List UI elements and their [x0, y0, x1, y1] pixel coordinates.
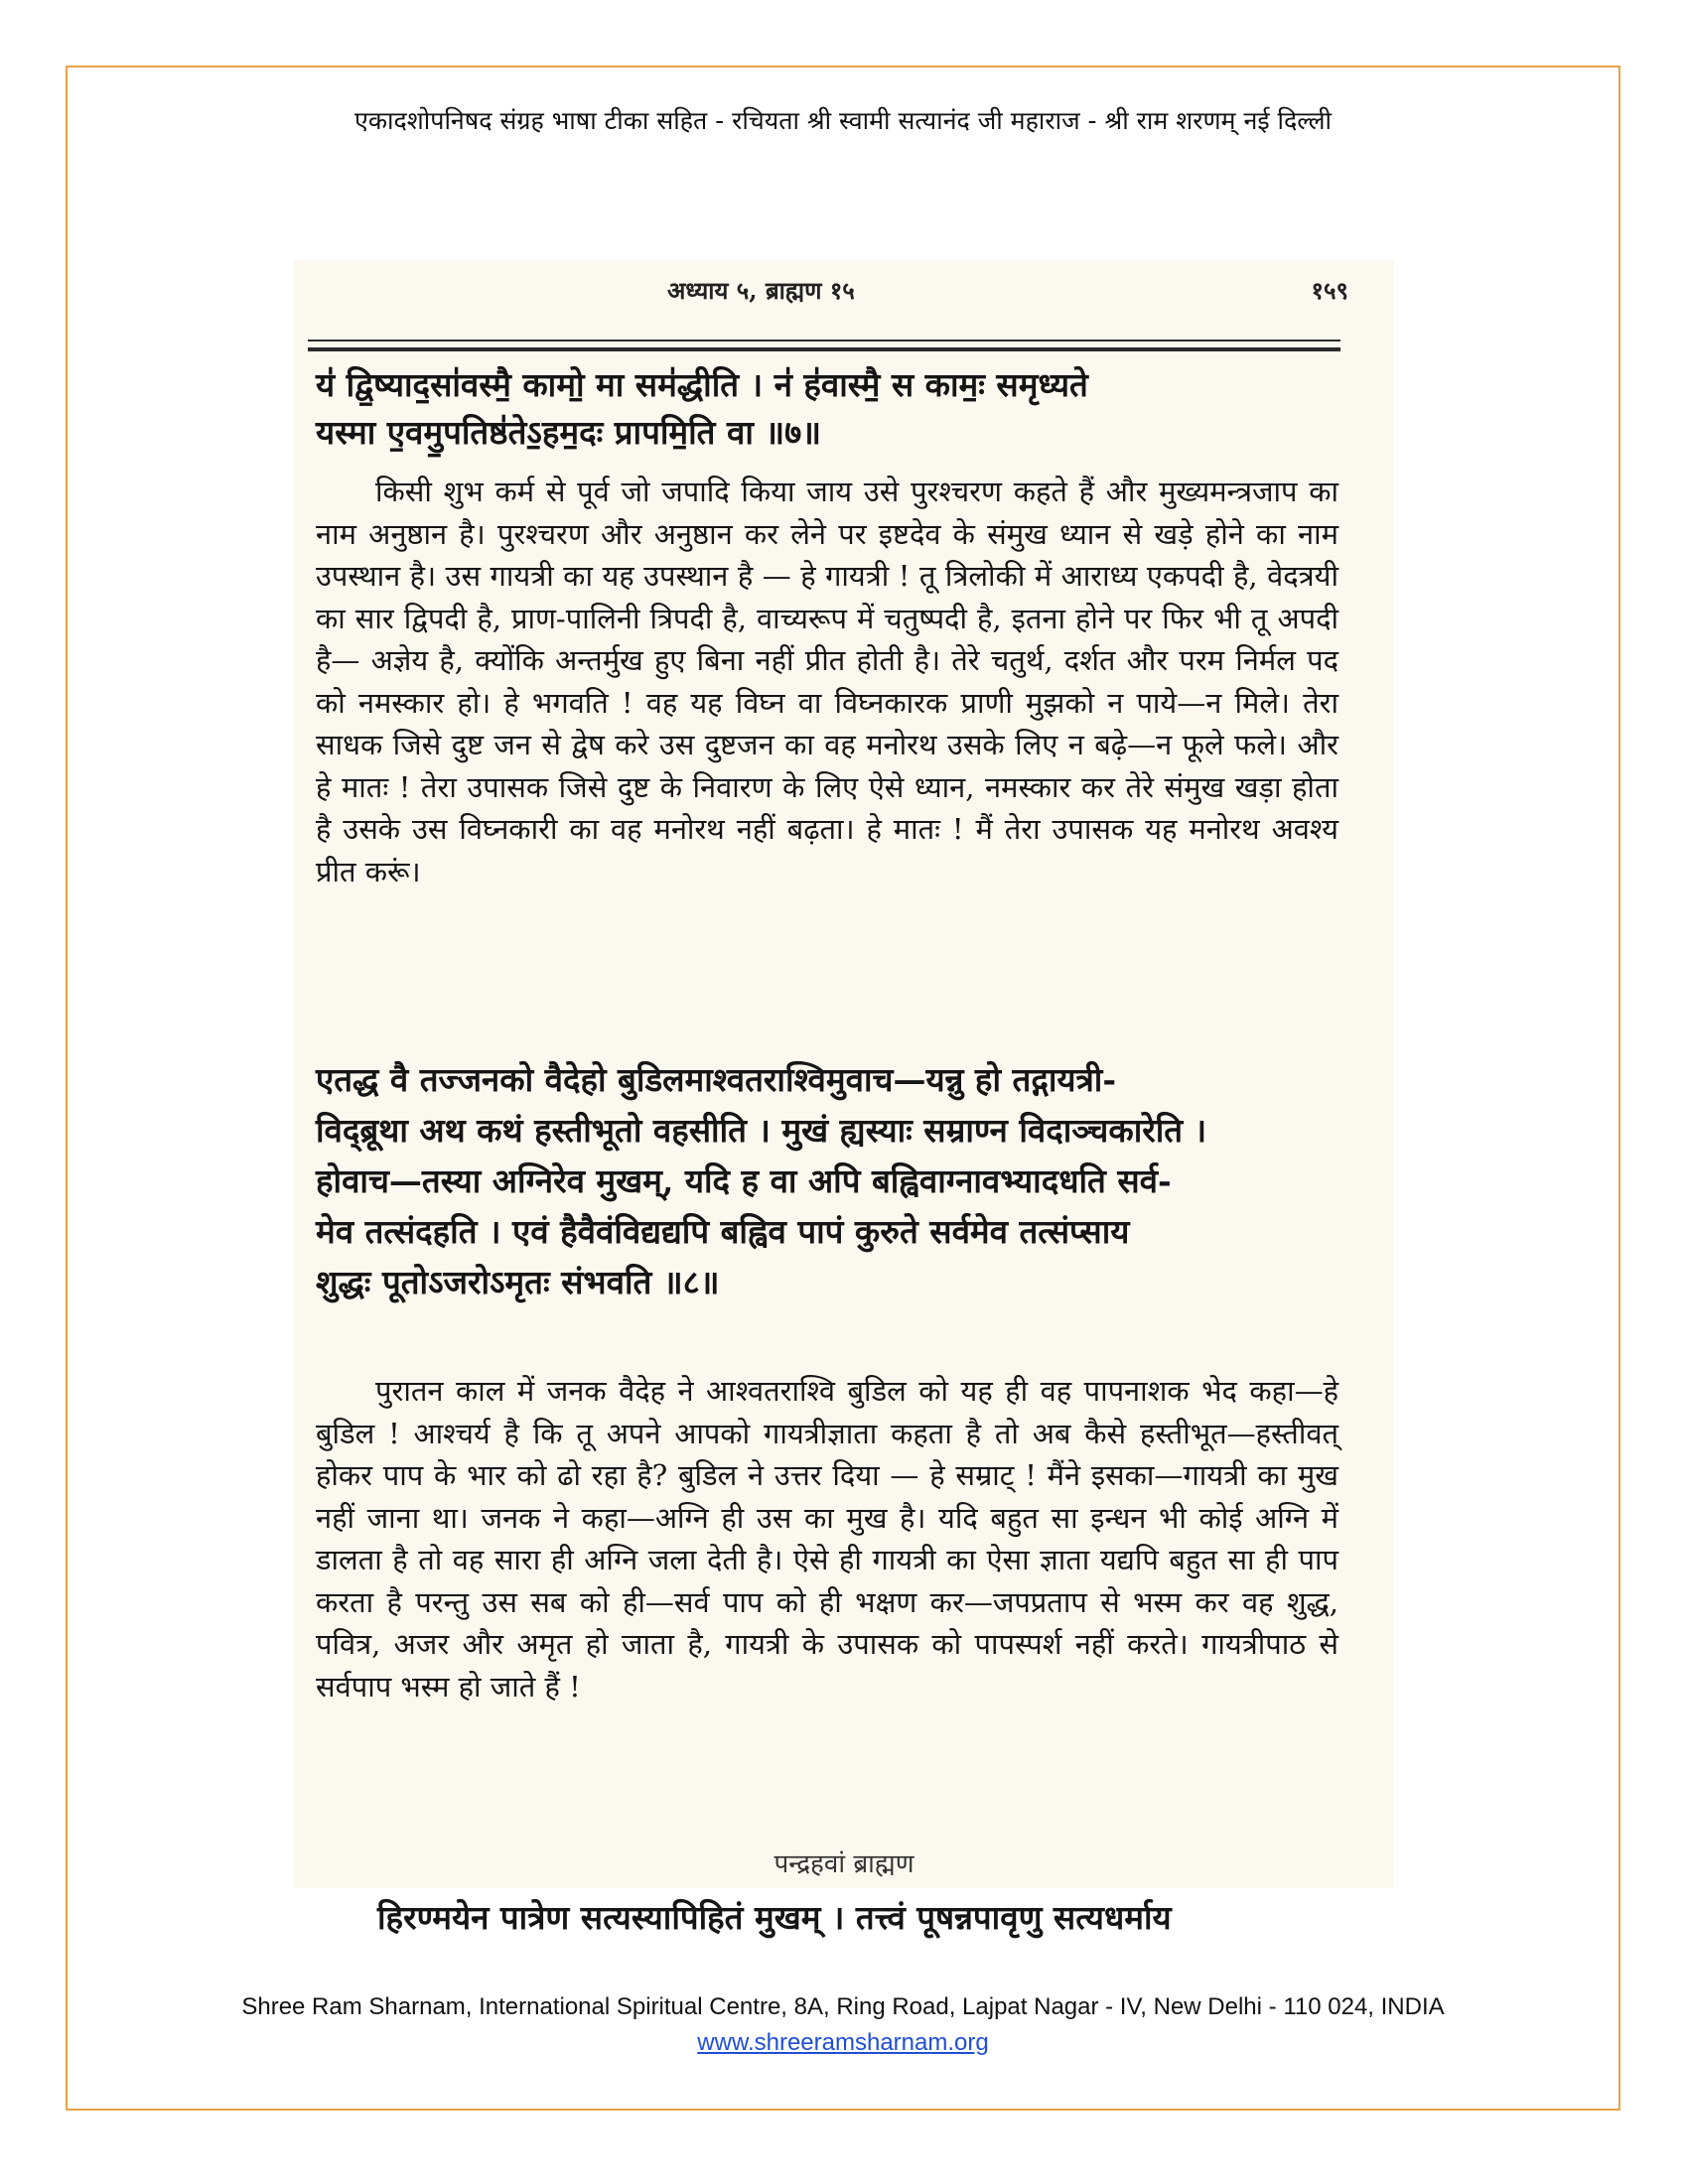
mantra-7-line-2: यस्मा ए॒वमु॒पतिष्ठ॑तेऽ॒हम॒दः प्रापमि॒ति वा ॥७॥ — [316, 413, 822, 452]
running-head-title: अध्याय ५, ब्राह्मण १५ — [667, 276, 855, 305]
mantra-next-line: हिरण्मयेन पात्रेण सत्यस्यापिहितं मुखम् । तत्त्वं पूषन्नपावृणु सत्यधर्माय — [377, 1898, 1172, 1937]
header-rule-thin — [308, 340, 1340, 341]
website-link[interactable]: www.shreeramsharnam.org — [697, 2029, 989, 2056]
commentary-7-text: किसी शुभ कर्म से पूर्व जो जपादि किया जाय उसे पुरश्चरण कहते हैं और मुख्यमन्त्रजाप का नाम अनुष्ठान है। पुरश्चरण और अनुष्ठान कर लेने पर इष्टदेव के संमुख ध्यान से खड़े होने का नाम उपस्थान है। उस गायत्री का यह उपस्थान है — हे गायत्री ! तू त्रिलोकी में आराध्य एकपदी है, वेदत्रयी का सार द्विपदी है, प्राण-पालिनी त्रिपदी है, वाच्यरूप में चतुष्पदी है, इतना होने पर फिर भी तू अपदी है— अज्ञेय है, क्योंकि अन्तर्मुख हुए बिना नहीं प्रीत होती है। तेरे चतुर्थ, दर्शत और परम निर्मल पद को नमस्कार हो। हे भगवति ! वह यह विघ्न वा विघ्नकारक प्राणी मुझको न पाये—न मिले। तेरा साधक जिसे दुष्ट जन से द्वेष करे उस दुष्टजन का वह मनोरथ उसके लिए न बढ़े—न फूले फले। और हे मातः ! तेरा उपासक जिसे दुष्ट के निवारण के लिए ऐसे ध्यान, नमस्कार कर तेरे संमुख खड़ा होता है उसके उस विघ्नकारी का वह मनोरथ नहीं बढ़ता। हे मातः ! मैं तेरा उपासक यह मनोरथ अवश्य प्रीत करूं। — [316, 475, 1338, 888]
commentary-7 — [316, 471, 1338, 892]
mantra-8-line-1: एतद्ध वै तज्जनको वैदेहो बुडिलमाश्वतराश्विमुवाच—यन्नु हो तद्गायत्री- — [316, 1060, 1117, 1099]
mantra-8-line-2: विद्ब्रूथा अथ कथं हस्तीभूतो वहसीति । मुखं ह्यस्याः सम्राण्न विदाञ्चकारेति । — [316, 1111, 1207, 1150]
commentary-8 — [316, 1370, 1338, 1707]
header-rule-thick — [308, 347, 1340, 351]
mantra-8-line-3: होवाच—तस्या अग्निरेव मुखम्, यदि ह वा अपि बह्विवाग्नावभ्यादधति सर्व- — [316, 1161, 1172, 1200]
commentary-8-text: पुरातन काल में जनक वैदेह ने आश्वतराश्वि बुडिल को यह ही वह पापनाशक भेद कहा—हे बुडिल ! आश्चर्य है कि तू अपने आपको गायत्रीज्ञाता कहता है तो अब कैसे हस्तीभूत—हस्तीवत् होकर पाप के भार को ढो रहा है? बुडिल ने उत्तर दिया — हे सम्राट् ! मैंने इसका—गायत्री का मुख नहीं जाना था। जनक ने कहा—अग्नि ही उस का मुख है। यदि बहुत सा इन्धन भी कोई अग्नि में डालता है तो वह सारा ही अग्नि जला देती है। ऐसे ही गायत्री का ऐसा ज्ञाता यद्यपि बहुत सा ही पाप करता है परन्तु उस सब को ही—सर्व पाप को ही भक्षण कर—जपप्रताप से भस्म कर वह शुद्ध, पवित्र, अजर और अमृत हो जाता है, गायत्री के उपासक को पापस्पर्श नहीं करते। गायत्रीपाठ से सर्वपाप भस्म हो जाते हैं ! — [316, 1374, 1338, 1704]
footer-address: Shree Ram Sharnam, International Spiritual Centre, 8A, Ring Road, Lajpat Nagar - IV, New Delhi - 110 024, INDIA — [241, 1993, 1445, 2020]
footer-link-row — [66, 2029, 1620, 2057]
mantra-8-line-5: शुद्धः पूतोऽजरोऽमृतः संभवति ॥८॥ — [316, 1263, 720, 1301]
mantra-7-line-1: य॑ द्वि॒ष्याद॒सा॑वस्मै॒ कामो॒ मा सम॑द्धीति । न॑ ह॑वास्मै॒ स कामः॒ समृध्यते — [316, 365, 1088, 404]
mantra-next — [377, 1894, 1331, 1942]
running-head — [369, 274, 1362, 314]
page-number: १५९ — [1311, 276, 1348, 305]
mantra-7 — [316, 361, 1338, 457]
mantra-8-line-4: मेव तत्संदहति । एवं हैवैवंविद्यद्यपि बह्विव पापं कुरुते सर्वमेव तत्संप्साय — [316, 1212, 1130, 1251]
mantra-8 — [316, 1054, 1338, 1307]
section-heading: पन्द्रहवां ब्राह्मण — [774, 1849, 914, 1879]
page-header: एकादशोपनिषद संग्रह भाषा टीका सहित - रचियता श्री स्वामी सत्यानंद जी महाराज - श्री राम शरणम् नई दिल्ली — [354, 106, 1332, 135]
